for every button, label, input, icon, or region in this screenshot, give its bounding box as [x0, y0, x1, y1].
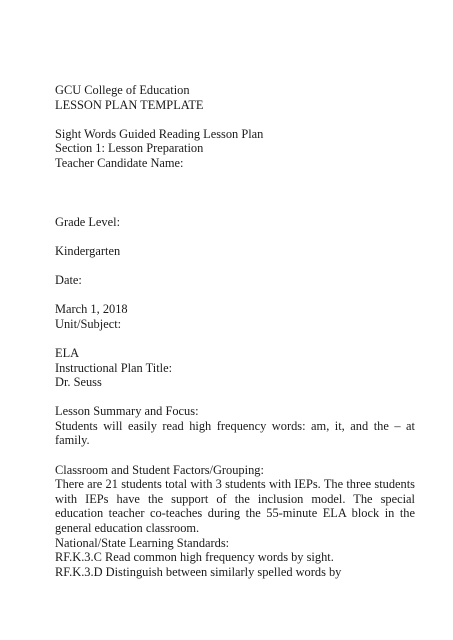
- teacher-candidate-label: Teacher Candidate Name:: [55, 155, 184, 170]
- spacer: [55, 390, 415, 405]
- instructional-plan-value: Dr. Seuss: [55, 375, 102, 390]
- spacer: [55, 448, 415, 463]
- date-value: March 1, 2018: [55, 302, 128, 317]
- unit-subject-value: ELA: [55, 345, 80, 360]
- spacer: [55, 112, 415, 127]
- template-title: LESSON PLAN TEMPLATE: [55, 97, 204, 112]
- college-name: GCU College of Education: [55, 83, 190, 97]
- document-body: [55, 83, 415, 579]
- section-heading: Section 1: Lesson Preparation: [55, 141, 204, 156]
- grade-level-value: Kindergarten: [55, 243, 121, 258]
- classroom-factors-label: Classroom and Student Factors/Grouping:: [55, 462, 264, 477]
- classroom-factors-text: There are 21 students total with 3 students with IEPs. The three students with IEPs have the support of the inclusion model. The special education teacher co-teaches during the 55-minute ELA block in the general education classroom.: [55, 477, 415, 536]
- spacer: [55, 258, 415, 273]
- lesson-summary-label: Lesson Summary and Focus:: [55, 404, 199, 419]
- spacer: [55, 288, 415, 303]
- lesson-summary-text: Students will easily read high frequency words: am, it, and the – at family.: [55, 418, 415, 448]
- instructional-plan-label: Instructional Plan Title:: [55, 360, 173, 375]
- spacer: [55, 331, 415, 346]
- date-label: Date:: [55, 272, 82, 287]
- standard-item: RF.K.3.C Read common high frequency words by sight.: [55, 550, 334, 565]
- standards-label: National/State Learning Standards:: [55, 535, 230, 550]
- lesson-plan-title: Sight Words Guided Reading Lesson Plan: [55, 126, 264, 141]
- standard-item: RF.K.3.D Distinguish between similarly spelled words by: [55, 564, 342, 579]
- grade-level-label: Grade Level:: [55, 214, 121, 229]
- spacer: [55, 171, 415, 215]
- unit-subject-label: Unit/Subject:: [55, 316, 122, 331]
- spacer: [55, 229, 415, 244]
